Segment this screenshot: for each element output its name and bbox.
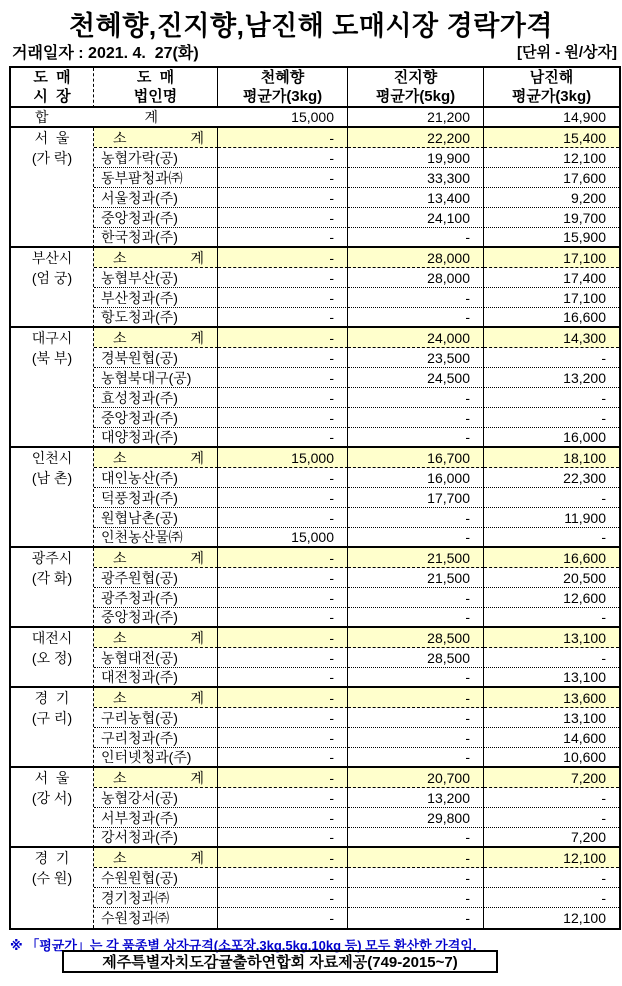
- market-location: (강 서): [31, 790, 73, 806]
- company-name-cell: 대인농산(주): [94, 468, 218, 488]
- market-name: 서 울: [34, 130, 70, 146]
- subtotal-label-cell: [94, 448, 218, 468]
- price-cheonhyehyang: -: [218, 168, 348, 188]
- price-jinjihyang: -: [348, 288, 484, 308]
- subtotal-label-cell: [94, 848, 218, 868]
- price-cheonhyehyang: -: [218, 148, 348, 168]
- company-name-cell: 경기청과㈜: [94, 888, 218, 908]
- price-namjinhae: 13,100: [484, 668, 619, 688]
- total-label-right: 계: [144, 109, 158, 125]
- price-cheonhyehyang: -: [218, 648, 348, 668]
- subtotal-price-namjinhae: 18,100: [484, 448, 619, 468]
- market-name: 경 기: [34, 690, 70, 706]
- company-name-cell: 농협강서(공): [94, 788, 218, 808]
- subtotal-label-left: 소: [113, 769, 127, 786]
- price-cheonhyehyang: -: [218, 428, 348, 448]
- price-jinjihyang: 23,500: [348, 348, 484, 368]
- subtotal-price-cheonhyehyang: -: [218, 328, 348, 348]
- subtotal-price-jinjihyang: 22,200: [348, 128, 484, 148]
- company-name-cell: 대양청과(주): [94, 428, 218, 448]
- subtotal-label-cell: [94, 328, 218, 348]
- market-cell: [11, 248, 94, 328]
- subtotal-price-namjinhae: 13,600: [484, 688, 619, 708]
- price-cheonhyehyang: 15,000: [218, 528, 348, 548]
- price-namjinhae: 17,400: [484, 268, 619, 288]
- price-cheonhyehyang: -: [218, 668, 348, 688]
- price-namjinhae: -: [484, 868, 619, 888]
- subtotal-label-right: 계: [190, 689, 204, 706]
- price-namjinhae: 12,600: [484, 588, 619, 608]
- price-namjinhae: 12,100: [484, 148, 619, 168]
- market-name: 광주시: [31, 550, 73, 566]
- trade-date-label: 거래일자 : 2021. 4. 27(화): [12, 45, 199, 62]
- subtotal-label-right: 계: [190, 449, 204, 466]
- price-cheonhyehyang: -: [218, 788, 348, 808]
- company-name-cell: 농협부산(공): [94, 268, 218, 288]
- header-cell-cheonhyehyang: [218, 68, 348, 108]
- market-location: (엄 궁): [31, 270, 73, 286]
- price-jinjihyang: -: [348, 508, 484, 528]
- market-cell: [11, 628, 94, 688]
- company-name-cell: 인천농산물㈜: [94, 528, 218, 548]
- subtotal-price-jinjihyang: 21,500: [348, 548, 484, 568]
- company-name-cell: 수원청과㈜: [94, 908, 218, 928]
- subtotal-label-right: 계: [190, 329, 204, 346]
- header-market-line1: 도 매: [33, 69, 71, 86]
- price-cheonhyehyang: -: [218, 588, 348, 608]
- price-cheonhyehyang: -: [218, 568, 348, 588]
- subtotal-label-cell: [94, 628, 218, 648]
- company-name-cell: 중앙청과(주): [94, 408, 218, 428]
- header-cell-jinjihyang: [348, 68, 484, 108]
- price-jinjihyang: 29,800: [348, 808, 484, 828]
- price-namjinhae: 17,600: [484, 168, 619, 188]
- subtotal-price-namjinhae: 16,600: [484, 548, 619, 568]
- price-jinjihyang: 28,500: [348, 648, 484, 668]
- price-cheonhyehyang: -: [218, 468, 348, 488]
- source-box: [62, 950, 498, 973]
- subtotal-price-namjinhae: 12,100: [484, 848, 619, 868]
- subtotal-label-right: 계: [190, 849, 204, 866]
- company-name-cell: 광주원협(공): [94, 568, 218, 588]
- price-jinjihyang: 24,100: [348, 208, 484, 228]
- company-name-cell: 광주청과(주): [94, 588, 218, 608]
- price-jinjihyang: -: [348, 308, 484, 328]
- subtotal-label-left: 소: [113, 329, 127, 346]
- price-jinjihyang: -: [348, 588, 484, 608]
- subtotal-price-namjinhae: 7,200: [484, 768, 619, 788]
- subtotal-label-cell: [94, 548, 218, 568]
- subtotal-label-right: 계: [190, 769, 204, 786]
- price-namjinhae: 14,600: [484, 728, 619, 748]
- market-cell: [11, 128, 94, 248]
- price-jinjihyang: -: [348, 888, 484, 908]
- subtotal-price-jinjihyang: -: [348, 848, 484, 868]
- unit-label: [단위 - 원/상자]: [517, 44, 617, 61]
- header-cheonhyehyang-line2: 평균가(3kg): [242, 88, 323, 105]
- subtotal-label-cell: [94, 768, 218, 788]
- price-namjinhae: 22,300: [484, 468, 619, 488]
- header-namjinhae-line2: 평균가(3kg): [511, 88, 592, 105]
- company-name-cell: 경북원협(공): [94, 348, 218, 368]
- price-namjinhae: -: [484, 788, 619, 808]
- subtotal-label-cell: [94, 128, 218, 148]
- price-jinjihyang: -: [348, 608, 484, 628]
- header-namjinhae-line1: 남진해: [529, 69, 574, 86]
- header-cell-namjinhae: [484, 68, 619, 108]
- subtotal-price-jinjihyang: 28,000: [348, 248, 484, 268]
- subtotal-price-cheonhyehyang: -: [218, 628, 348, 648]
- price-jinjihyang: 24,500: [348, 368, 484, 388]
- header-market-line2: 시 장: [33, 88, 71, 105]
- subtotal-label-left: 소: [113, 249, 127, 266]
- price-cheonhyehyang: -: [218, 308, 348, 328]
- price-namjinhae: 20,500: [484, 568, 619, 588]
- price-jinjihyang: 21,500: [348, 568, 484, 588]
- price-jinjihyang: 17,700: [348, 488, 484, 508]
- header-cell-market: [11, 68, 94, 108]
- market-location: (남 촌): [31, 470, 73, 486]
- company-name-cell: 중앙청과(주): [94, 608, 218, 628]
- market-name: 인천시: [31, 450, 73, 466]
- market-cell: [11, 548, 94, 628]
- subtotal-label-right: 계: [190, 629, 204, 646]
- price-cheonhyehyang: -: [218, 228, 348, 248]
- market-cell: [11, 848, 94, 928]
- total-price-cheonhyehyang: 15,000: [218, 108, 348, 128]
- price-namjinhae: -: [484, 488, 619, 508]
- price-namjinhae: -: [484, 648, 619, 668]
- price-cheonhyehyang: -: [218, 368, 348, 388]
- market-location: (수 원): [31, 870, 73, 886]
- price-cheonhyehyang: -: [218, 808, 348, 828]
- price-cheonhyehyang: -: [218, 908, 348, 928]
- price-cheonhyehyang: -: [218, 508, 348, 528]
- subtotal-price-cheonhyehyang: -: [218, 768, 348, 788]
- market-location: (구 리): [31, 710, 73, 726]
- price-jinjihyang: -: [348, 408, 484, 428]
- header-jinjihyang-line1: 진지향: [393, 69, 438, 86]
- price-cheonhyehyang: -: [218, 388, 348, 408]
- subtotal-label-right: 계: [190, 249, 204, 266]
- market-cell: [11, 688, 94, 768]
- market-cell: [11, 768, 94, 848]
- price-cheonhyehyang: -: [218, 348, 348, 368]
- total-price-jinjihyang: 21,200: [348, 108, 484, 128]
- price-cheonhyehyang: -: [218, 868, 348, 888]
- total-price-namjinhae: 14,900: [484, 108, 619, 128]
- market-location: (오 정): [31, 650, 73, 666]
- company-name-cell: 수원원협(공): [94, 868, 218, 888]
- subtotal-price-jinjihyang: 16,700: [348, 448, 484, 468]
- subtotal-price-namjinhae: 13,100: [484, 628, 619, 648]
- company-name-cell: 농협대전(공): [94, 648, 218, 668]
- price-cheonhyehyang: -: [218, 828, 348, 848]
- subtotal-price-cheonhyehyang: -: [218, 248, 348, 268]
- price-namjinhae: -: [484, 388, 619, 408]
- company-name-cell: 한국청과(주): [94, 228, 218, 248]
- price-namjinhae: -: [484, 808, 619, 828]
- price-cheonhyehyang: -: [218, 188, 348, 208]
- price-cheonhyehyang: -: [218, 208, 348, 228]
- price-namjinhae: 7,200: [484, 828, 619, 848]
- price-namjinhae: 13,100: [484, 708, 619, 728]
- subtotal-price-jinjihyang: 24,000: [348, 328, 484, 348]
- total-label-left: 합: [35, 109, 49, 125]
- company-name-cell: 서울청과(주): [94, 188, 218, 208]
- price-namjinhae: -: [484, 888, 619, 908]
- subtotal-label-right: 계: [190, 129, 204, 146]
- price-jinjihyang: 33,300: [348, 168, 484, 188]
- subtotal-price-cheonhyehyang: -: [218, 128, 348, 148]
- price-namjinhae: 11,900: [484, 508, 619, 528]
- subtotal-price-jinjihyang: 20,700: [348, 768, 484, 788]
- market-name: 부산시: [31, 250, 73, 266]
- market-location: (각 화): [31, 570, 73, 586]
- price-namjinhae: 16,600: [484, 308, 619, 328]
- price-jinjihyang: -: [348, 868, 484, 888]
- footnote: ※ 「평균가」는 각 품종별 상자규격(소포장,3kg,5kg,10kg 등) 모두 환산한 가격임.: [10, 938, 477, 953]
- price-namjinhae: -: [484, 408, 619, 428]
- price-namjinhae: -: [484, 348, 619, 368]
- price-jinjihyang: 19,900: [348, 148, 484, 168]
- subtotal-label-cell: [94, 688, 218, 708]
- company-name-cell: 원협남촌(공): [94, 508, 218, 528]
- company-name-cell: 인터넷청과(주): [94, 748, 218, 768]
- price-jinjihyang: -: [348, 908, 484, 928]
- price-cheonhyehyang: -: [218, 748, 348, 768]
- subtotal-price-cheonhyehyang: -: [218, 688, 348, 708]
- company-name-cell: 대전청과(주): [94, 668, 218, 688]
- subtotal-label-left: 소: [113, 629, 127, 646]
- market-name: 서 울: [34, 770, 70, 786]
- price-jinjihyang: -: [348, 708, 484, 728]
- company-name-cell: 농협북대구(공): [94, 368, 218, 388]
- market-name: 대구시: [31, 330, 73, 346]
- company-name-cell: 중앙청과(주): [94, 208, 218, 228]
- subtotal-label-left: 소: [113, 849, 127, 866]
- price-jinjihyang: 16,000: [348, 468, 484, 488]
- price-cheonhyehyang: -: [218, 408, 348, 428]
- price-jinjihyang: 28,000: [348, 268, 484, 288]
- page-title: 천혜향,진지향,남진해 도매시장 경락가격: [69, 11, 553, 41]
- subtotal-price-namjinhae: 17,100: [484, 248, 619, 268]
- company-name-cell: 항도청과(주): [94, 308, 218, 328]
- subtotal-label-cell: [94, 248, 218, 268]
- price-cheonhyehyang: -: [218, 608, 348, 628]
- price-cheonhyehyang: -: [218, 728, 348, 748]
- price-jinjihyang: -: [348, 388, 484, 408]
- subtotal-label-left: 소: [113, 689, 127, 706]
- price-jinjihyang: 13,400: [348, 188, 484, 208]
- subtotal-price-cheonhyehyang: 15,000: [218, 448, 348, 468]
- price-namjinhae: -: [484, 528, 619, 548]
- price-table: [9, 66, 621, 930]
- company-name-cell: 덕풍청과(주): [94, 488, 218, 508]
- price-namjinhae: 17,100: [484, 288, 619, 308]
- company-name-cell: 동부팜청과㈜: [94, 168, 218, 188]
- price-cheonhyehyang: -: [218, 288, 348, 308]
- market-name: 대전시: [31, 630, 73, 646]
- company-name-cell: 구리농협(공): [94, 708, 218, 728]
- market-name: 경 기: [34, 850, 70, 866]
- price-namjinhae: 19,700: [484, 208, 619, 228]
- price-cheonhyehyang: -: [218, 488, 348, 508]
- subtotal-label-left: 소: [113, 449, 127, 466]
- price-namjinhae: 16,000: [484, 428, 619, 448]
- company-name-cell: 구리청과(주): [94, 728, 218, 748]
- price-namjinhae: 15,900: [484, 228, 619, 248]
- market-cell: [11, 328, 94, 448]
- company-name-cell: 농협가락(공): [94, 148, 218, 168]
- company-name-cell: 강서청과(주): [94, 828, 218, 848]
- price-namjinhae: 9,200: [484, 188, 619, 208]
- price-cheonhyehyang: -: [218, 268, 348, 288]
- company-name-cell: 서부청과(주): [94, 808, 218, 828]
- subtotal-label-right: 계: [190, 549, 204, 566]
- subtotal-label-left: 소: [113, 129, 127, 146]
- price-namjinhae: 10,600: [484, 748, 619, 768]
- subtotal-price-cheonhyehyang: -: [218, 848, 348, 868]
- price-jinjihyang: -: [348, 228, 484, 248]
- company-name-cell: 효성청과(주): [94, 388, 218, 408]
- price-namjinhae: -: [484, 608, 619, 628]
- header-corp-line1: 도 매: [136, 69, 175, 86]
- market-cell: [11, 448, 94, 548]
- source-text: 제주특별자치도감귤출하연합회 자료제공(749-2015~7): [102, 954, 458, 971]
- subtotal-price-namjinhae: 14,300: [484, 328, 619, 348]
- price-jinjihyang: -: [348, 748, 484, 768]
- total-label-cell: [11, 108, 218, 128]
- subtotal-price-cheonhyehyang: -: [218, 548, 348, 568]
- header-cheonhyehyang-line1: 천혜향: [260, 69, 305, 86]
- price-cheonhyehyang: -: [218, 888, 348, 908]
- price-jinjihyang: -: [348, 828, 484, 848]
- subtotal-price-jinjihyang: -: [348, 688, 484, 708]
- company-name-cell: 부산청과(주): [94, 288, 218, 308]
- subtotal-price-jinjihyang: 28,500: [348, 628, 484, 648]
- price-jinjihyang: -: [348, 528, 484, 548]
- header-jinjihyang-line2: 평균가(5kg): [375, 88, 456, 105]
- subtotal-label-left: 소: [113, 549, 127, 566]
- price-namjinhae: 13,200: [484, 368, 619, 388]
- header-cell-corporation: [94, 68, 218, 108]
- market-location: (북 부): [31, 350, 73, 366]
- price-cheonhyehyang: -: [218, 708, 348, 728]
- price-jinjihyang: -: [348, 728, 484, 748]
- header-corp-line2: 법인명: [133, 88, 178, 105]
- meta-row: [12, 40, 617, 63]
- price-namjinhae: 12,100: [563, 910, 606, 926]
- subtotal-price-namjinhae: 15,400: [484, 128, 619, 148]
- price-jinjihyang: -: [348, 668, 484, 688]
- price-jinjihyang: -: [348, 428, 484, 448]
- market-location: (가 락): [31, 150, 73, 166]
- price-jinjihyang: 13,200: [348, 788, 484, 808]
